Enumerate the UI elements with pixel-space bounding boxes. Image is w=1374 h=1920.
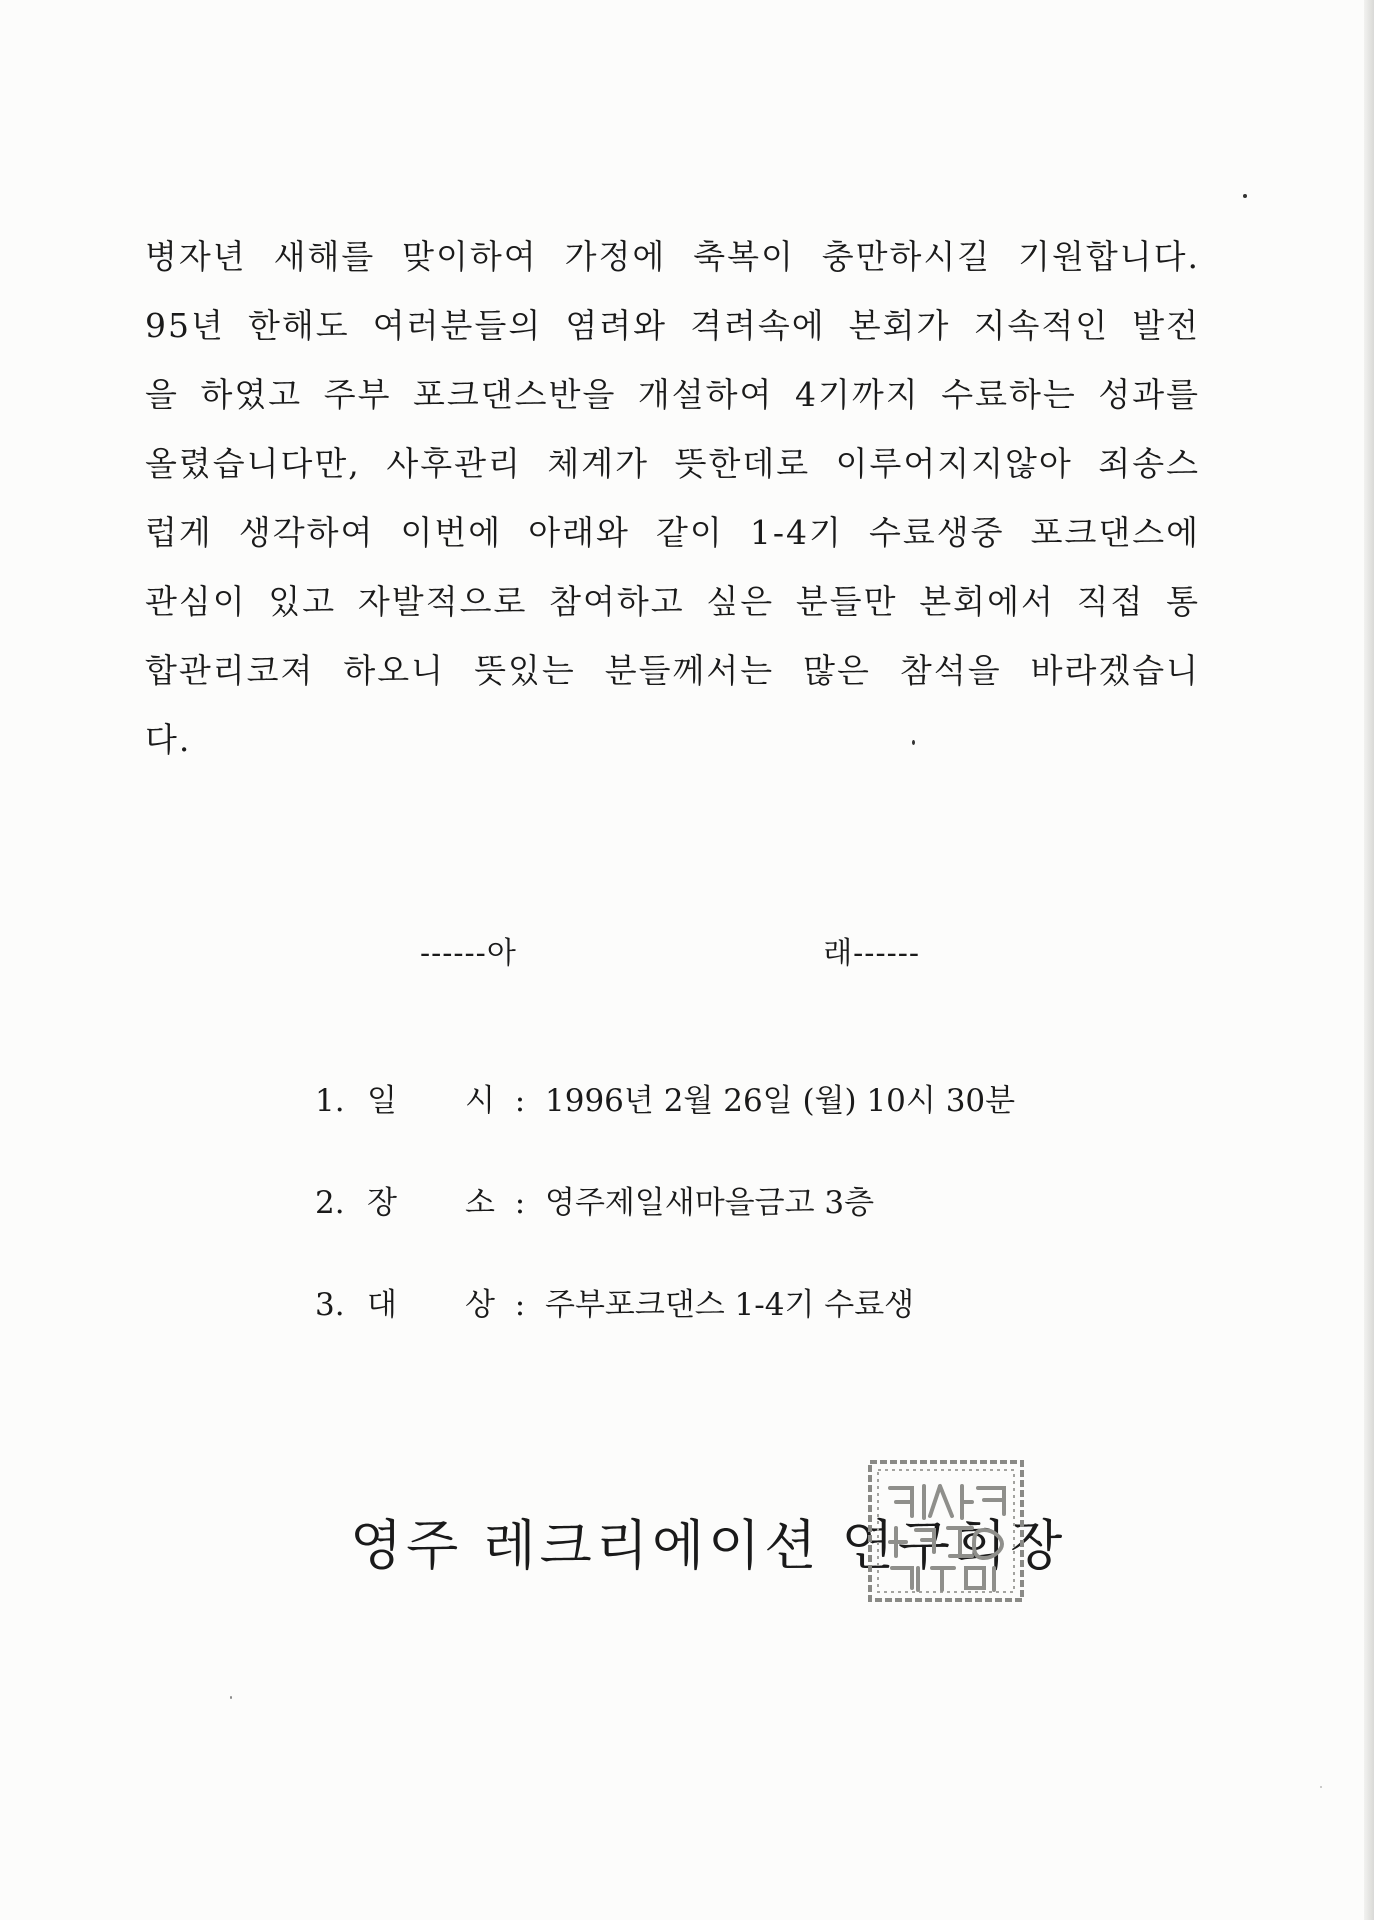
section-header-left: ------아 <box>420 936 517 971</box>
detail-item-place <box>315 1177 1015 1279</box>
body-line: 을 하였고 주부 포크댄스반을 개설하여 4기까지 수료하는 성과를 <box>145 375 1200 414</box>
letter-body <box>145 222 1200 774</box>
detail-item-datetime <box>315 1075 1015 1177</box>
section-header-right: 래------ <box>823 936 920 971</box>
paper-speck <box>1320 1786 1322 1788</box>
detail-item-target <box>315 1279 1015 1381</box>
item-label-second: 시 <box>465 1083 495 1119</box>
details-list <box>315 1075 1015 1381</box>
body-line: 올렸습니다만, 사후관리 체계가 뜻한데로 이루어지지않아 죄송스 <box>145 444 1200 483</box>
body-line: 95년 한해도 여러분들의 염려와 격려속에 본회가 지속적인 발전 <box>145 306 1200 345</box>
item-label-second: 소 <box>465 1185 495 1221</box>
paper-speck <box>230 1696 232 1699</box>
item-number: 2. <box>315 1185 345 1221</box>
item-value: 영주제일새마을금고 3층 <box>545 1185 875 1221</box>
item-label-second: 상 <box>465 1287 495 1323</box>
body-line: 다. <box>145 720 192 759</box>
item-label-first: 일 <box>367 1083 397 1119</box>
signature: 영주 레크리에이션 연구회장 <box>350 1514 1067 1577</box>
item-number: 1. <box>315 1083 345 1119</box>
item-colon: : <box>514 1083 526 1119</box>
body-line: 럽게 생각하여 이번에 아래와 같이 1-4기 수료생중 포크댄스에 <box>145 513 1200 552</box>
item-colon: : <box>514 1287 526 1323</box>
official-seal-stamp <box>866 1458 1026 1604</box>
paper-speck <box>912 740 915 745</box>
item-value: 1996년 2월 26일 (월) 10시 30분 <box>545 1083 1016 1119</box>
item-label-first: 대 <box>367 1287 397 1323</box>
page-edge-shadow <box>1364 0 1374 1920</box>
item-number: 3. <box>315 1287 345 1323</box>
item-colon: : <box>514 1185 526 1221</box>
item-value: 주부포크댄스 1-4기 수료생 <box>545 1287 915 1323</box>
item-label-first: 장 <box>367 1185 397 1221</box>
body-line: 병자년 새해를 맞이하여 가정에 축복이 충만하시길 기원합니다. <box>145 237 1200 276</box>
body-line: 관심이 있고 자발적으로 참여하고 싶은 분들만 본회에서 직접 통 <box>145 582 1200 621</box>
body-line: 합관리코져 하오니 뜻있는 분들께서는 많은 참석을 바라겠습니 <box>145 651 1200 690</box>
section-header <box>420 928 920 972</box>
paper-speck <box>1243 194 1247 198</box>
